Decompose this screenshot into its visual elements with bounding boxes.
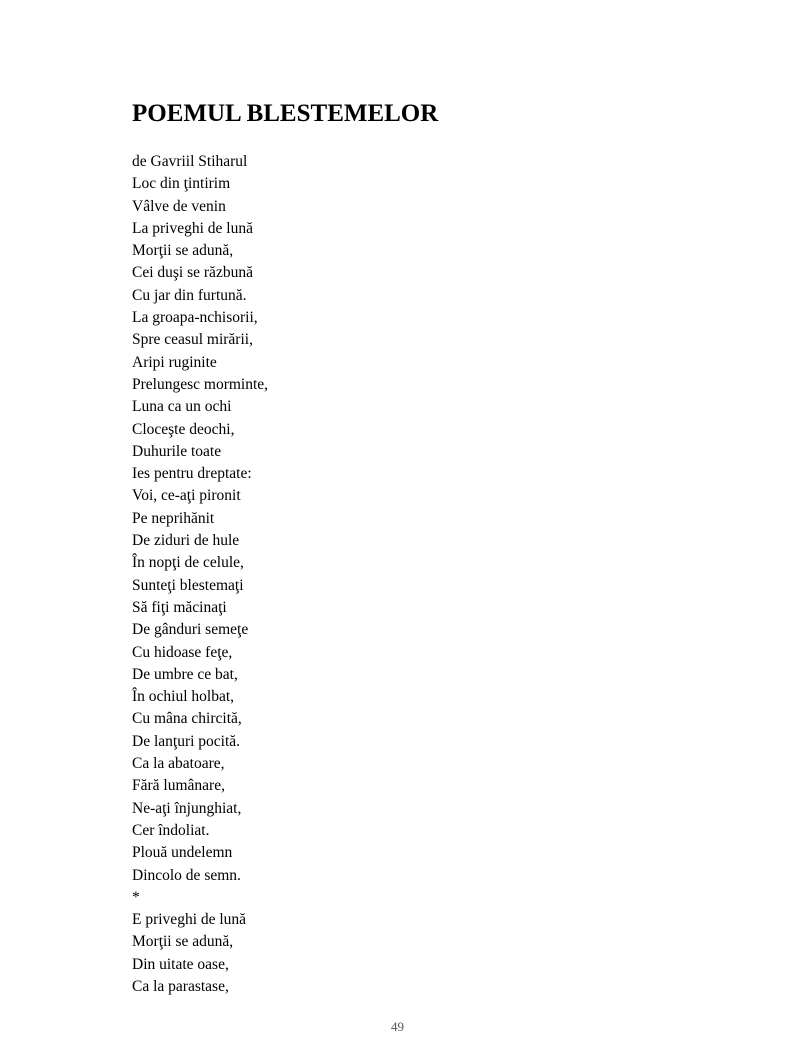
poem-line: Să fiţi măcinaţi [132, 598, 227, 616]
poem-line: Spre ceasul mirării, [132, 331, 253, 349]
poem-line: Cer îndoliat. [132, 821, 210, 839]
poem-line: Morţii se adună, [132, 933, 234, 951]
poem-line: De ziduri de hule [132, 532, 240, 550]
poem-author-line: de Gavriil Stiharul [132, 153, 248, 170]
poem-line: Plouă undelemn [132, 844, 233, 862]
poem-line: Vâlve de venin [132, 197, 226, 215]
poem-line: De lanţuri pocită. [132, 732, 241, 750]
poem-line: Din uitate oase, [132, 955, 229, 973]
poem-line: Aripi ruginite [132, 353, 217, 371]
poem-line: Loc din ţintirim [132, 175, 231, 193]
poem-line: Luna ca un ochi [132, 398, 232, 416]
poem-line: Duhurile toate [132, 442, 222, 460]
poem-line: La groapa-nchisorii, [132, 309, 258, 327]
poem-line: Ies pentru dreptate: [132, 465, 252, 483]
poem-line: În ochiul holbat, [132, 688, 235, 706]
poem-line: La priveghi de lună [132, 219, 253, 237]
poem-line: Fără lumânare, [132, 777, 225, 795]
poem-line: Ne-aţi înjunghiat, [132, 799, 242, 817]
poem-line: Cloceşte deochi, [132, 420, 235, 438]
poem-line: Cu jar din furtună. [132, 286, 247, 304]
poem-body [132, 151, 268, 998]
poem-line: Cu hidoase feţe, [132, 643, 233, 661]
poem-line: Ca la abatoare, [132, 755, 225, 773]
poem-line: Cei duşi se răzbună [132, 264, 253, 282]
poem-line: De umbre ce bat, [132, 665, 238, 683]
poem-line: Ca la parastase, [132, 977, 229, 995]
poem-line: Pe neprihănit [132, 509, 215, 527]
poem-line: Prelungesc morminte, [132, 375, 269, 393]
poem-line: Cu mâna chircită, [132, 710, 242, 728]
poem-line: De gânduri semeţe [132, 621, 249, 639]
poem-line: Sunteţi blestemaţi [132, 576, 244, 594]
poem-line: În nopţi de celule, [132, 554, 244, 572]
poem-line: Dincolo de semn. [132, 866, 241, 884]
poem-line: Voi, ce-aţi pironit [132, 487, 241, 505]
poem-title: POEMUL BLESTEMELOR [132, 100, 439, 127]
page-number: 49 [391, 1019, 404, 1034]
poem-line: Morţii se adună, [132, 242, 234, 260]
poem-line: E priveghi de lună [132, 911, 247, 929]
poem-line: * [132, 888, 140, 906]
